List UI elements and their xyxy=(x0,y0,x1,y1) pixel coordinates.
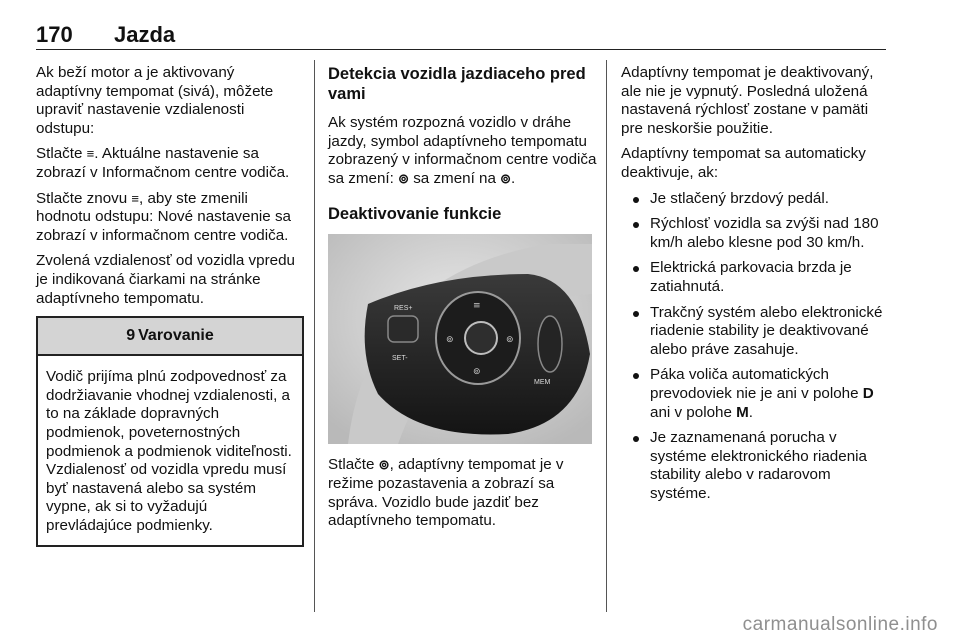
cruise-control-icon: ⊚ xyxy=(398,170,409,186)
page-header xyxy=(36,22,886,48)
column-1 xyxy=(36,64,304,547)
column-divider-1 xyxy=(314,60,315,612)
heading-vehicle-detection: Detekcia vozidla jazdiaceho pred vami xyxy=(328,65,586,103)
warning-triangle-icon: 9 xyxy=(126,326,136,344)
text-run: Stlačte xyxy=(36,145,87,163)
center-button xyxy=(465,322,497,354)
watermark: carmanualsonline.info xyxy=(742,614,938,635)
paragraph: Adaptívny tempomat je deaktivovaný, ale nie je vypnutý. Posledná uložená nastavená rýchlosť zostane v pamäti pre neskoršie použitie. xyxy=(621,64,874,137)
paragraph: Adaptívny tempomat sa automaticky deaktivuje, ak: xyxy=(621,145,866,181)
list-item: Elektrická parkovacia brzda je zatiahnutá. xyxy=(621,259,891,296)
paragraph: Ak beží motor a je aktivovaný adaptívny tempomat (sivá), môžete upraviť nastavenie vzdialenosti odstupu: xyxy=(36,64,274,137)
heading-deactivation: Deaktivovanie funkcie xyxy=(328,205,502,224)
text-run: . Aktuálne nastavenie sa zobrazí v Informačnom centre vodiča. xyxy=(36,145,290,181)
gear-position-d: D xyxy=(862,384,874,402)
section-title: Jazda xyxy=(114,22,176,47)
distance-icon: ≡ xyxy=(473,301,481,312)
right-roller xyxy=(538,316,562,372)
page-number: 170 xyxy=(36,22,73,47)
lane-icon: ⊚ xyxy=(506,335,514,346)
text-run: Stlačte xyxy=(328,456,379,474)
gear-position-m: M xyxy=(736,403,749,421)
list-item: Rýchlosť vozidla sa zvýši nad 180 km/h alebo klesne pod 30 km/h. xyxy=(621,215,891,252)
mem-label: MEM xyxy=(534,379,551,387)
deactivation-conditions-list xyxy=(621,190,891,504)
warning-header xyxy=(38,318,302,356)
column-3 xyxy=(621,64,891,510)
text-run: Páka voliča automatických prevodoviek nie je ani v polohe xyxy=(650,366,863,402)
list-item xyxy=(621,366,891,422)
warning-body: Vodič prijíma plnú zodpovednosť za dodržiavanie vhodnej vzdialenosti, a to na základe dopravných podmienok, poveternostných podmienok a podmienok viditeľnosti. Vzdialenosť od vozidla vpredu musí byť nastavená alebo sa systém vypne, ak si to vyžadujú prevládajúce podmienky. xyxy=(46,368,292,534)
text-run: Ak systém rozpozná vozidlo v dráhe jazdy, symbol adaptívneho tempomatu zobrazený v informačnom centre vodiča sa zmení: xyxy=(328,114,597,187)
res-set-rocker xyxy=(388,316,418,342)
warning-title: Varovanie xyxy=(138,326,214,344)
warning-box xyxy=(36,316,304,547)
paragraph xyxy=(328,456,598,530)
text-run: sa zmení na xyxy=(408,169,501,187)
header-divider xyxy=(36,49,886,50)
list-item: Je zaznamenaná porucha v systéme elektronického riadenia stability alebo v radarovom systéme. xyxy=(621,429,891,503)
set-label: SET- xyxy=(392,355,408,363)
distance-setting-icon: ≡ xyxy=(131,190,139,206)
paragraph xyxy=(36,190,304,246)
limiter-icon: ⊚ xyxy=(473,367,481,378)
text-run: , aby ste zmenili hodnotu odstupu: Nové nastavenie sa zobrazí v informačnom centre vodiča. xyxy=(36,189,291,244)
res-label: RES+ xyxy=(394,305,413,313)
column-divider-2 xyxy=(606,60,607,612)
cruise-icon: ⊚ xyxy=(446,335,454,346)
cruise-vehicle-detected-icon: ⊚ xyxy=(500,170,512,186)
column-2 xyxy=(328,64,598,538)
text-run: ani v polohe xyxy=(650,403,737,421)
steering-wheel-figure xyxy=(328,234,592,444)
text-run: . xyxy=(748,403,754,421)
paragraph xyxy=(328,114,598,188)
text-run: Stlačte znovu xyxy=(36,189,132,207)
list-item: Trakčný systém alebo elektronické riadenie stability je deaktivované alebo práve zasahuje. xyxy=(621,304,891,360)
distance-setting-icon: ≡ xyxy=(86,146,95,162)
paragraph xyxy=(36,145,304,182)
text-run: , adaptívny tempomat je v režime pozastavenia a zobrazí sa správa. Vozidlo bude jazdiť bez adaptívneho tempomatu. xyxy=(328,456,564,530)
text-run: . xyxy=(511,169,516,187)
paragraph: Zvolená vzdialenosť od vozidla vpredu je indikovaná čiarkami na stránke adaptívneho tempomatu. xyxy=(36,252,295,307)
cruise-control-icon: ⊚ xyxy=(378,457,390,473)
list-item: Je stlačený brzdový pedál. xyxy=(621,190,891,209)
